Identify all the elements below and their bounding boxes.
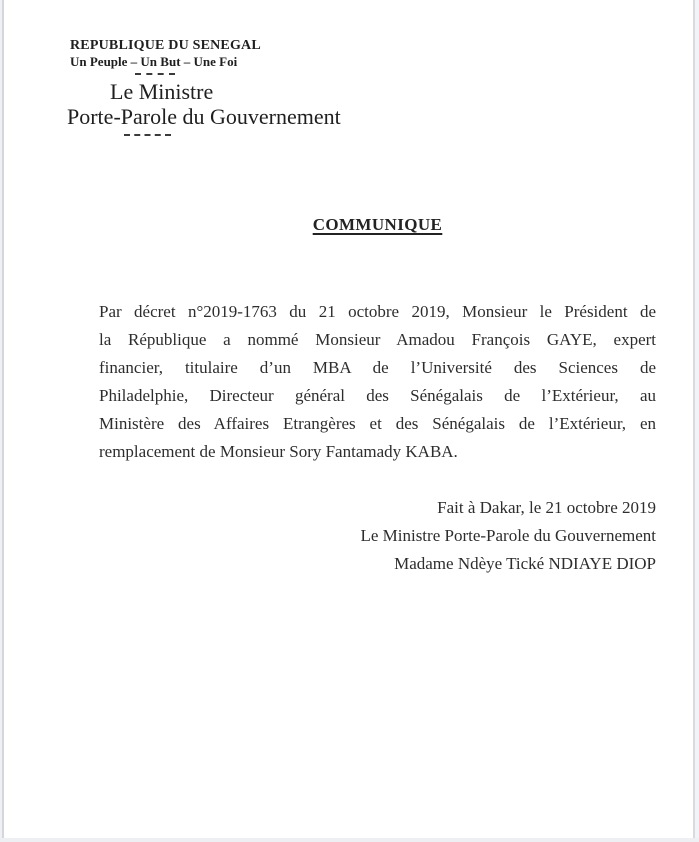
page-edge-bottom: [0, 838, 699, 842]
dashed-separator: [135, 73, 175, 75]
national-motto: Un Peuple – Un But – Une Foi: [70, 54, 238, 69]
signature-function: Le Ministre Porte-Parole du Gouvernement: [360, 526, 656, 545]
body-line: Ministère des Affaires Etrangères et des Sénégalais de l’Extérieur, en: [99, 414, 656, 433]
body-paragraph: [99, 298, 656, 466]
dashed-separator: [124, 134, 171, 136]
page-edge-right-outer: [695, 0, 699, 842]
body-line: la République a nommé Monsieur Amadou François GAYE, expert: [99, 330, 656, 349]
body-line: financier, titulaire d’un MBA de l’Université des Sciences de: [99, 358, 656, 377]
republic-name: REPUBLIQUE DU SENEGAL: [70, 38, 261, 53]
document-title: COMMUNIQUE: [312, 215, 443, 234]
body-line: remplacement de Monsieur Sory Fantamady KABA.: [99, 442, 458, 461]
page-edge-left: [2, 0, 4, 842]
minister-title-line2: Porte-Parole du Gouvernement: [67, 104, 341, 129]
signature-place-date: Fait à Dakar, le 21 octobre 2019: [437, 498, 656, 517]
signature-block: [99, 494, 656, 578]
body-line: Philadelphie, Directeur général des Sénégalais de l’Extérieur, au: [99, 386, 656, 405]
body-line: Par décret n°2019-1763 du 21 octobre 2019, Monsieur le Président de: [99, 302, 656, 321]
letterhead: [67, 38, 341, 136]
minister-title-line1: Le Ministre: [110, 79, 214, 104]
signature-name: Madame Ndèye Tické NDIAYE DIOP: [394, 554, 656, 573]
